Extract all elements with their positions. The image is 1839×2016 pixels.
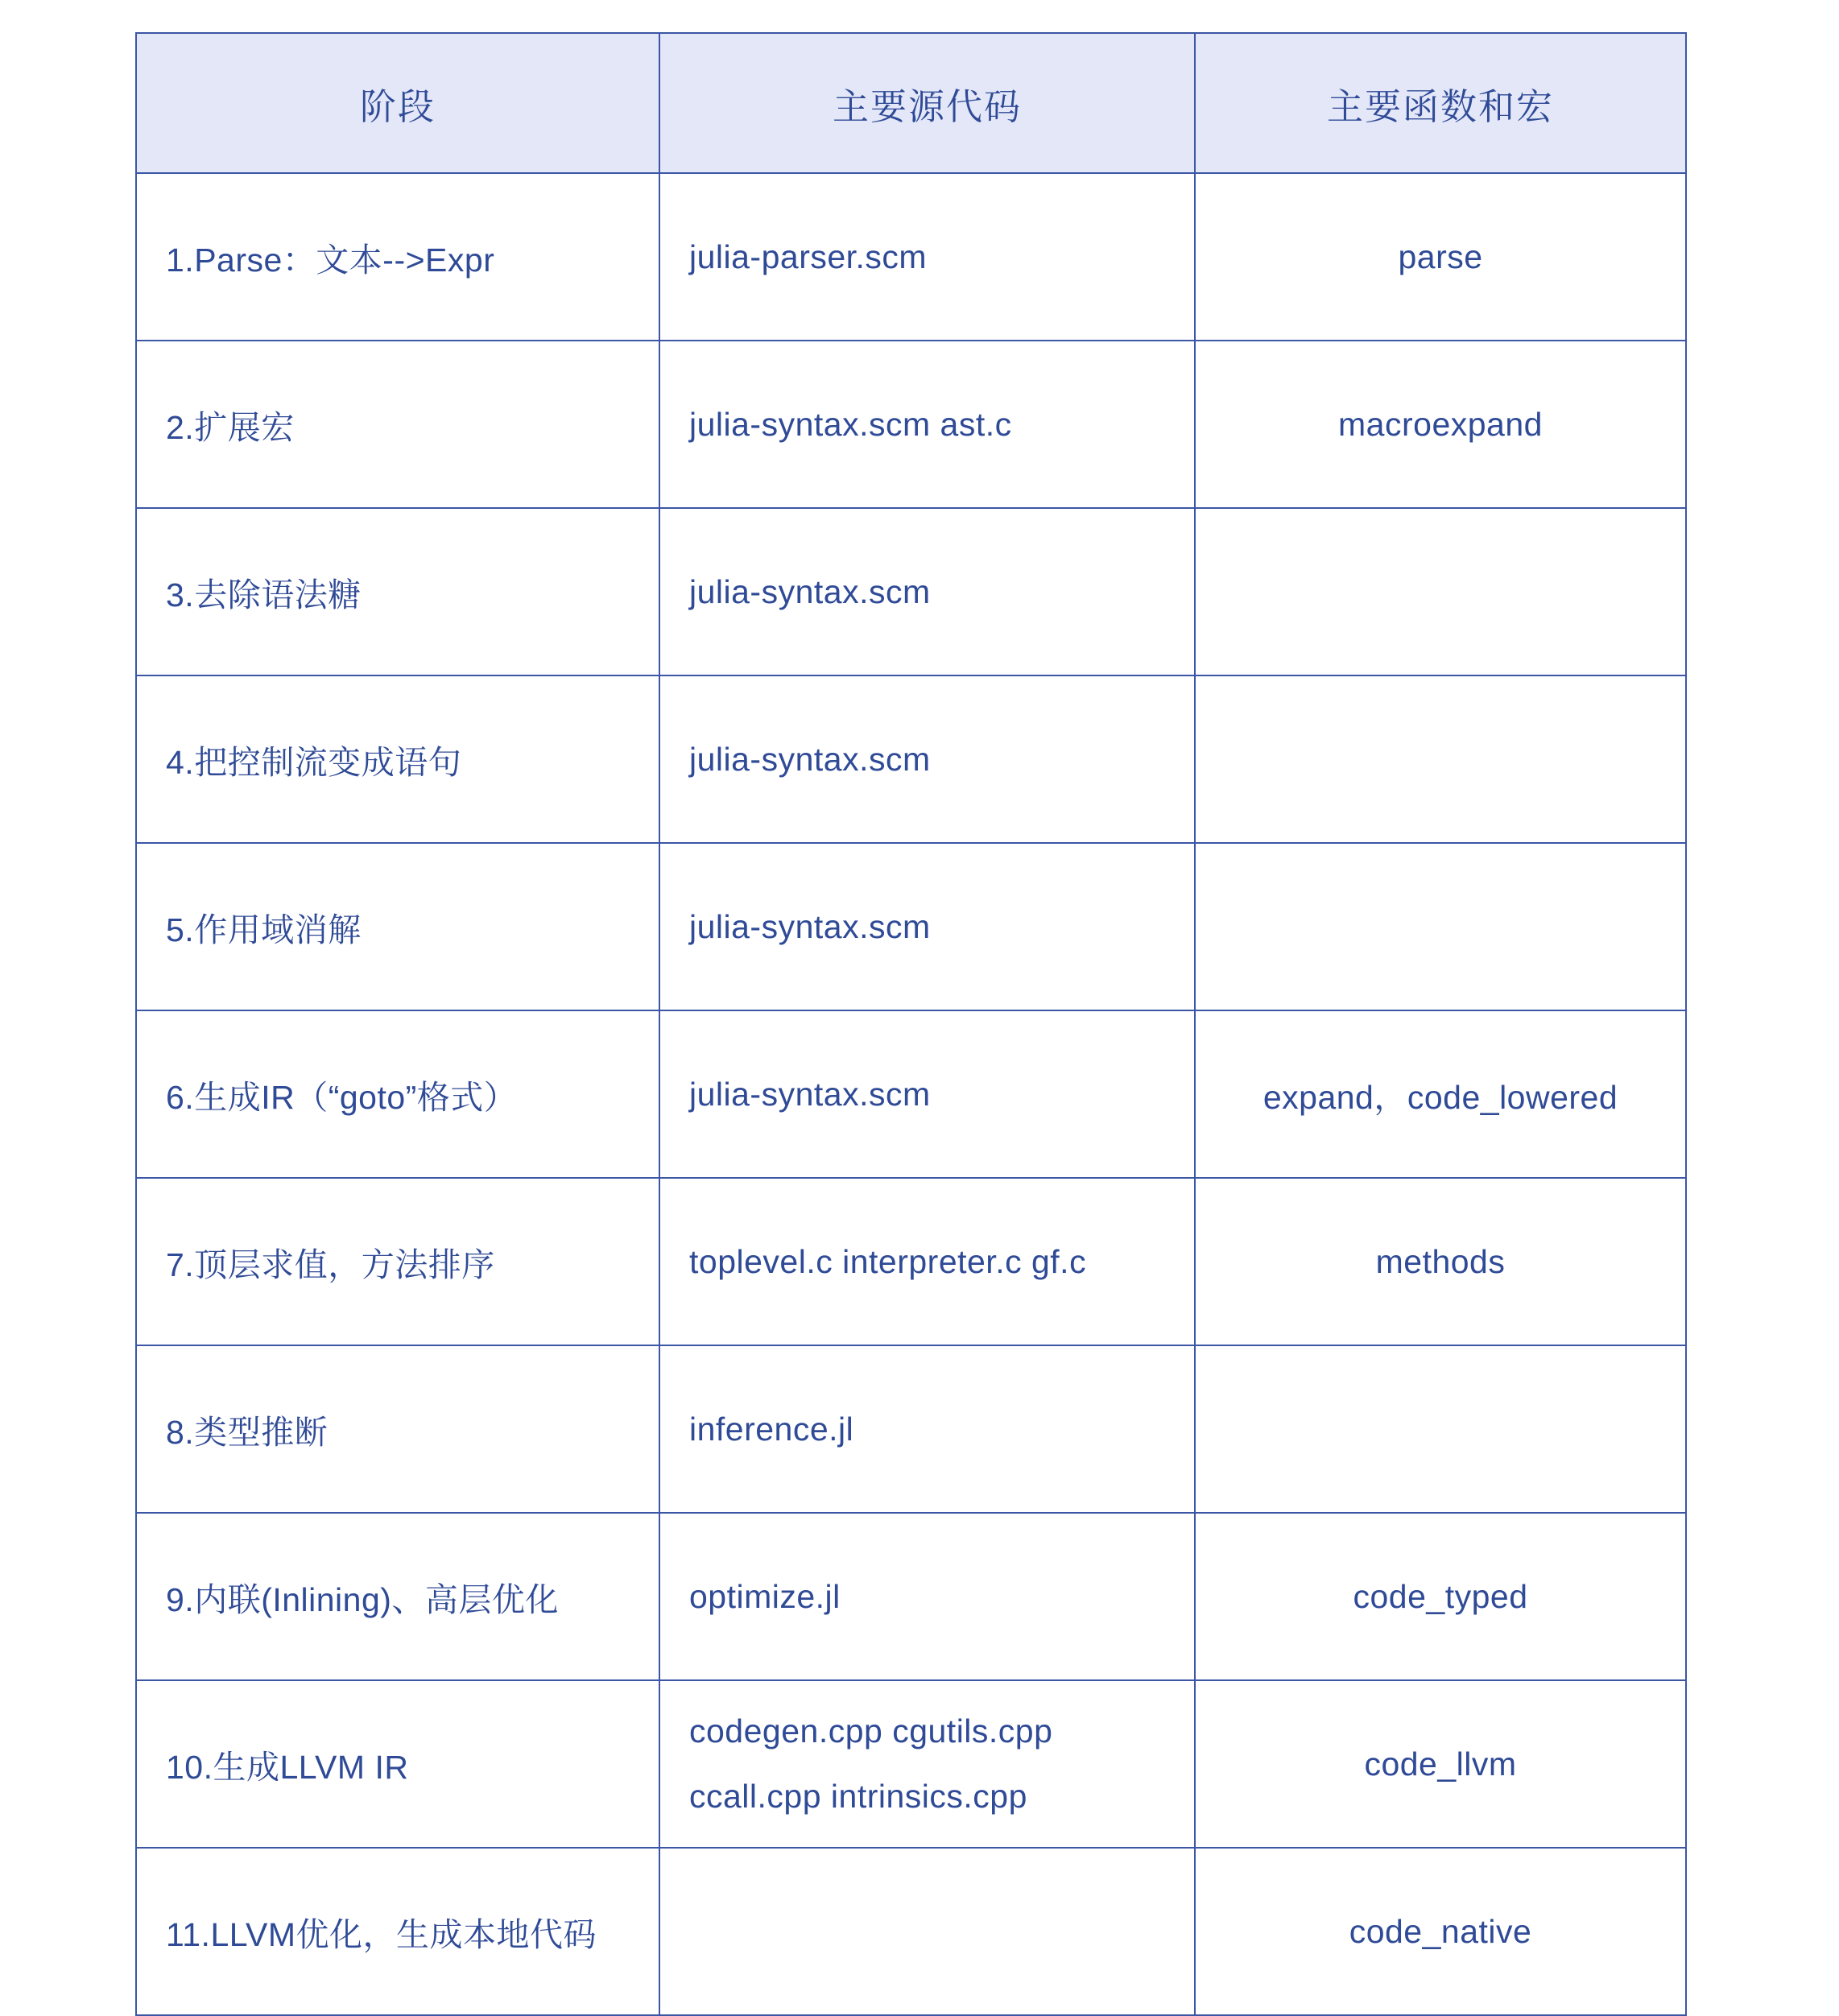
source-line: julia-syntax.scm ast.c bbox=[689, 405, 1012, 443]
column-header-stage: 阶段 bbox=[136, 33, 659, 173]
table-row bbox=[136, 1345, 1686, 1513]
table-row bbox=[136, 1178, 1686, 1345]
cell-stage: 1.Parse：文本-->Expr bbox=[136, 173, 659, 341]
table-body bbox=[136, 173, 1686, 2015]
cell-functions bbox=[1195, 843, 1686, 1010]
cell-source bbox=[659, 173, 1195, 341]
source-line: julia-syntax.scm bbox=[689, 907, 931, 945]
source-line: toplevel.c interpreter.c gf.c bbox=[689, 1242, 1087, 1280]
cell-functions: code_native bbox=[1195, 1848, 1686, 2015]
table-row bbox=[136, 341, 1686, 508]
table-row bbox=[136, 1513, 1686, 1680]
column-header-source: 主要源代码 bbox=[659, 33, 1195, 173]
cell-source bbox=[659, 1513, 1195, 1680]
cell-source bbox=[659, 1178, 1195, 1345]
cell-stage: 2.扩展宏 bbox=[136, 341, 659, 508]
source-line: optimize.jl bbox=[689, 1577, 841, 1615]
cell-stage: 5.作用域消解 bbox=[136, 843, 659, 1010]
cell-functions bbox=[1195, 508, 1686, 675]
source-line: ccall.cpp intrinsics.cpp bbox=[689, 1778, 1027, 1815]
cell-source bbox=[659, 1010, 1195, 1178]
cell-functions: expand，code_lowered bbox=[1195, 1010, 1686, 1178]
cell-stage: 10.生成LLVM IR bbox=[136, 1680, 659, 1848]
table-row bbox=[136, 508, 1686, 675]
source-line: julia-syntax.scm bbox=[689, 740, 931, 778]
cell-source bbox=[659, 341, 1195, 508]
cell-functions: code_llvm bbox=[1195, 1680, 1686, 1848]
cell-functions: macroexpand bbox=[1195, 341, 1686, 508]
cell-stage: 11.LLVM优化，生成本地代码 bbox=[136, 1848, 659, 2015]
table-header bbox=[136, 33, 1686, 173]
cell-source bbox=[659, 843, 1195, 1010]
cell-stage: 7.顶层求值，方法排序 bbox=[136, 1178, 659, 1345]
source-line: codegen.cpp cgutils.cpp bbox=[689, 1712, 1053, 1750]
column-header-functions: 主要函数和宏 bbox=[1195, 33, 1686, 173]
table-row bbox=[136, 843, 1686, 1010]
table-row bbox=[136, 1010, 1686, 1178]
cell-stage: 8.类型推断 bbox=[136, 1345, 659, 1513]
table-row bbox=[136, 675, 1686, 843]
table-header-row bbox=[136, 33, 1686, 173]
cell-source bbox=[659, 1680, 1195, 1848]
cell-functions bbox=[1195, 675, 1686, 843]
cell-stage: 6.生成IR（“goto”格式） bbox=[136, 1010, 659, 1178]
source-line: julia-syntax.scm bbox=[689, 1075, 931, 1113]
source-line: julia-syntax.scm bbox=[689, 572, 931, 610]
cell-stage: 9.内联(Inlining)、高层优化 bbox=[136, 1513, 659, 1680]
cell-source bbox=[659, 1345, 1195, 1513]
table-row bbox=[136, 1680, 1686, 1848]
cell-functions: code_typed bbox=[1195, 1513, 1686, 1680]
cell-stage: 4.把控制流变成语句 bbox=[136, 675, 659, 843]
cell-source bbox=[659, 508, 1195, 675]
compilation-stages-table bbox=[135, 32, 1687, 2016]
table-row bbox=[136, 173, 1686, 341]
cell-source bbox=[659, 1848, 1195, 2015]
source-line: inference.jl bbox=[689, 1410, 854, 1448]
cell-functions: parse bbox=[1195, 173, 1686, 341]
cell-source bbox=[659, 675, 1195, 843]
cell-stage: 3.去除语法糖 bbox=[136, 508, 659, 675]
source-line: julia-parser.scm bbox=[689, 238, 928, 275]
cell-functions bbox=[1195, 1345, 1686, 1513]
table-row bbox=[136, 1848, 1686, 2015]
cell-functions: methods bbox=[1195, 1178, 1686, 1345]
